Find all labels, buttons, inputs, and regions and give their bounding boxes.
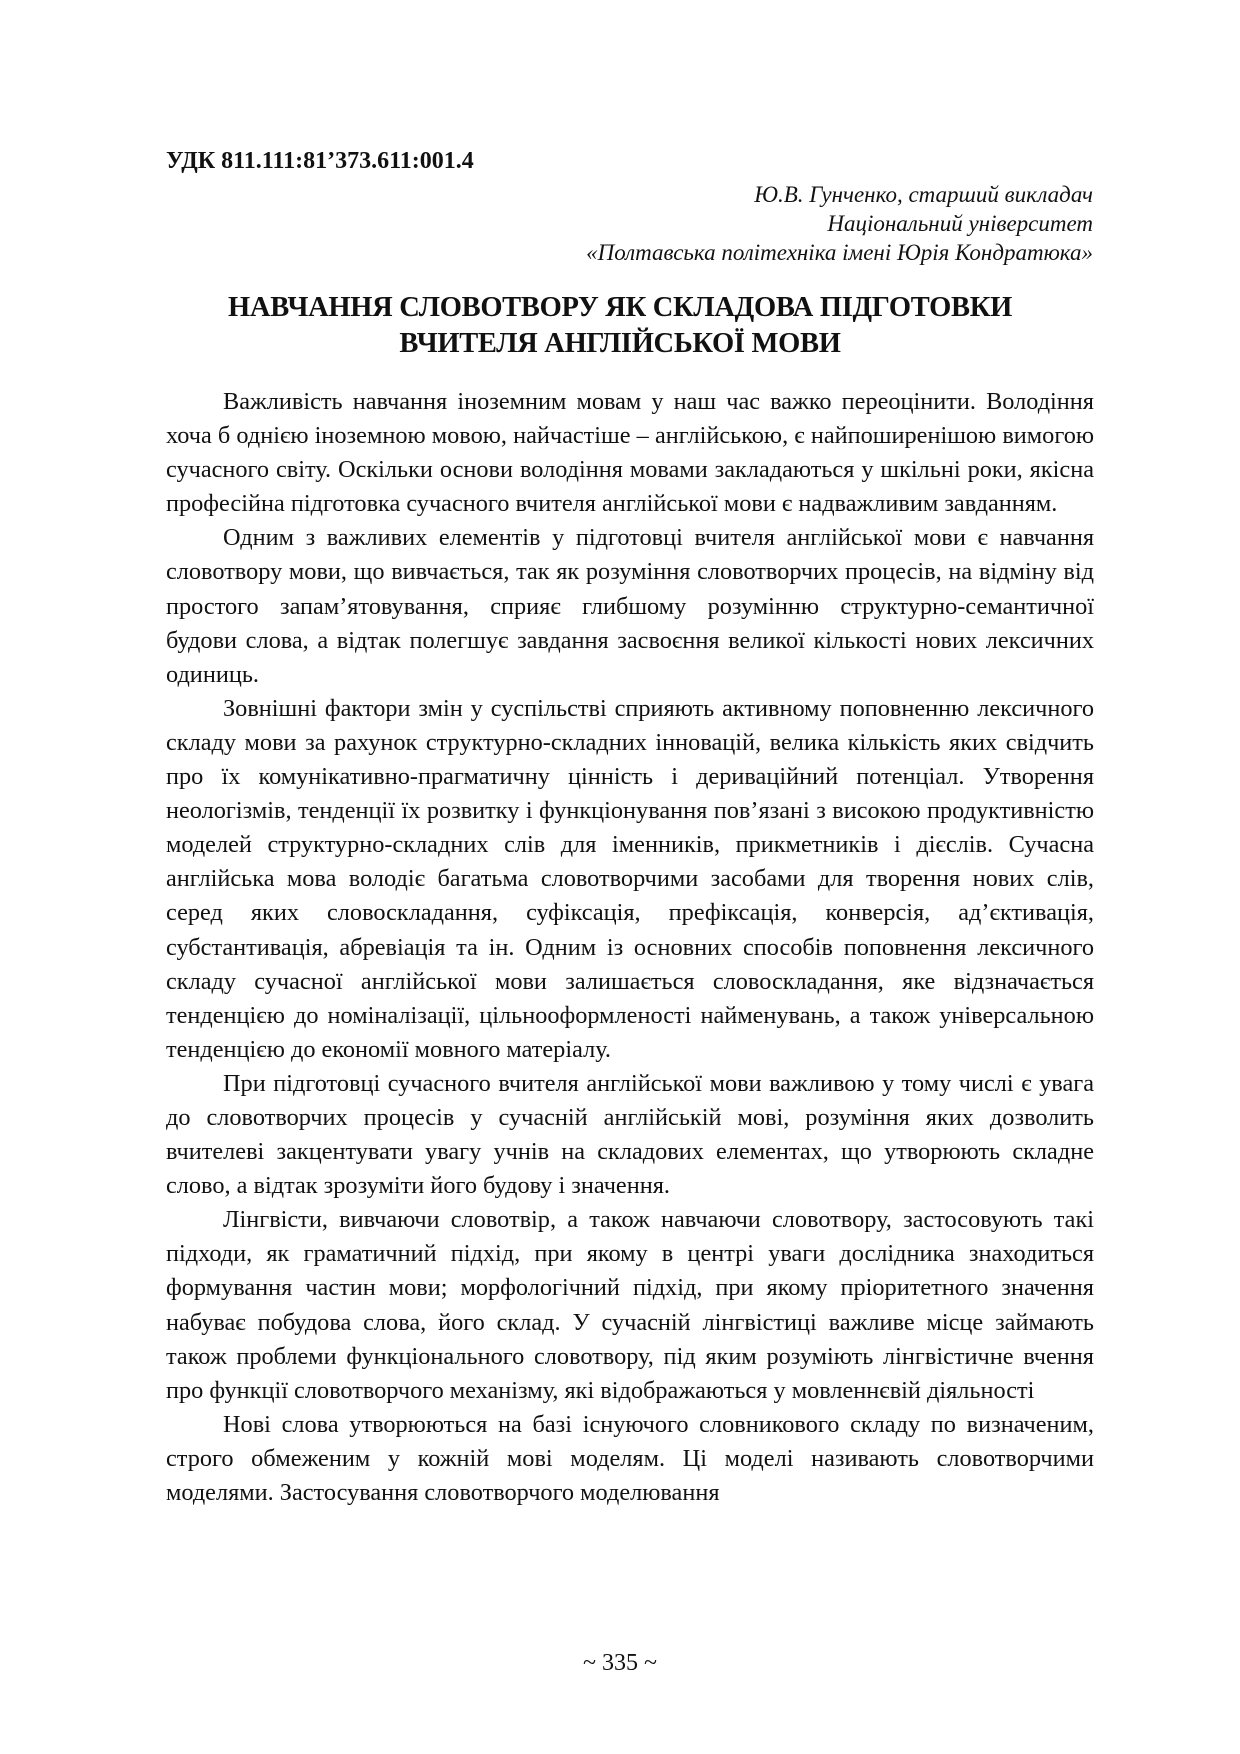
title-line-2: ВЧИТЕЛЯ АНГЛІЙСЬКОЇ МОВИ (399, 328, 841, 359)
paragraph: Важливість навчання іноземним мовам у наш час важко переоцінити. Володіння хоча б однією іноземною мовою, найчастіше – англійською, є найпоширенішою вимогою сучасного світу. Оскільки основи володіння мовами закладаються у шкільні роки, якісна професійна підготовка сучасного вчителя англійської мови є надважливим завданням. (166, 388, 1094, 518)
author-affiliation: Національний університет (827, 211, 1093, 236)
paragraph: Зовнішні фактори змін у суспільстві сприяють активному поповненню лексичного складу мови за рахунок структурно-складних інновацій, велика кількість яких свідчить про їх комунікативно-прагматичну цінність і дериваційний потенціал. Утворення неологізмів, тенденції їх розвитку і функціонування пов’язані з високою продуктивністю моделей структурно-складних слів для іменників, прикметників і дієслів. Сучасна англійська мова володіє багатьма словотворчими засобами для творення нових слів, серед яких словоскладання, суфіксація, префіксація, конверсія, ад’єктивація, субстантивація, абревіація та ін. Одним із основних способів поповнення лексичного складу сучасної англійської мови залишається словоскладання, яке відзначається тенденцією до номіналізації, цільнооформленості найменувань, а також універсальною тенденцією до економії мовного матеріалу. (166, 694, 1094, 1063)
paragraph: Нові слова утворюються на базі існуючого словникового складу по визначеним, строго обмеженим у кожній мові моделям. Ці моделі називають словотворчими моделями. Застосування словотворчого моделювання (166, 1410, 1094, 1506)
article-body (166, 385, 1094, 1510)
paragraph: Одним з важливих елементів у підготовці вчителя англійської мови є навчання словотвору мови, що вивчається, так як розуміння словотворчих процесів, на відміну від простого запам’ятовування, сприяє глибшому розумінню структурно-семантичної будови слова, а відтак полегшує завдання засвоєння великої кількості нових лексичних одиниць. (166, 524, 1094, 688)
paragraph: При підготовці сучасного вчителя англійської мови важливою у тому числі є увага до словотворчих процесів у сучасній англійській мові, розуміння яких дозволить вчителеві закцентувати увагу учнів на складових елементах, що утворюють складне слово, а відтак зрозуміти його будову і значення. (166, 1069, 1094, 1200)
title-line-1: НАВЧАННЯ СЛОВОТВОРУ ЯК СКЛАДОВА ПІДГОТОВКИ (228, 292, 1012, 323)
paragraph: Лінгвісти, вивчаючи словотвір, а також навчаючи словотвору, застосовують такі підходи, як граматичний підхід, при якому в центрі уваги дослідника знаходиться формування частин мови; морфологічний підхід, при якому пріоритетного значення набуває побудова слова, його склад. У сучасній лінгвістиці важливе місце займають також проблеми функціонального словотвору, під яким розуміють лінгвістичне вчення про функції словотворчого механізму, які відображаються у мовленнєвій діяльності (166, 1206, 1094, 1404)
author-institution: «Полтавська політехніка імені Юрія Кондратюка» (586, 240, 1093, 265)
page-number: ~ 335 ~ (583, 1650, 657, 1676)
udk-code: УДК 811.111:81’373.611:001.4 (166, 148, 474, 174)
author-name: Ю.В. Гунченко, старший викладач (754, 182, 1093, 207)
article-title (150, 290, 1090, 362)
author-block (586, 180, 1093, 267)
